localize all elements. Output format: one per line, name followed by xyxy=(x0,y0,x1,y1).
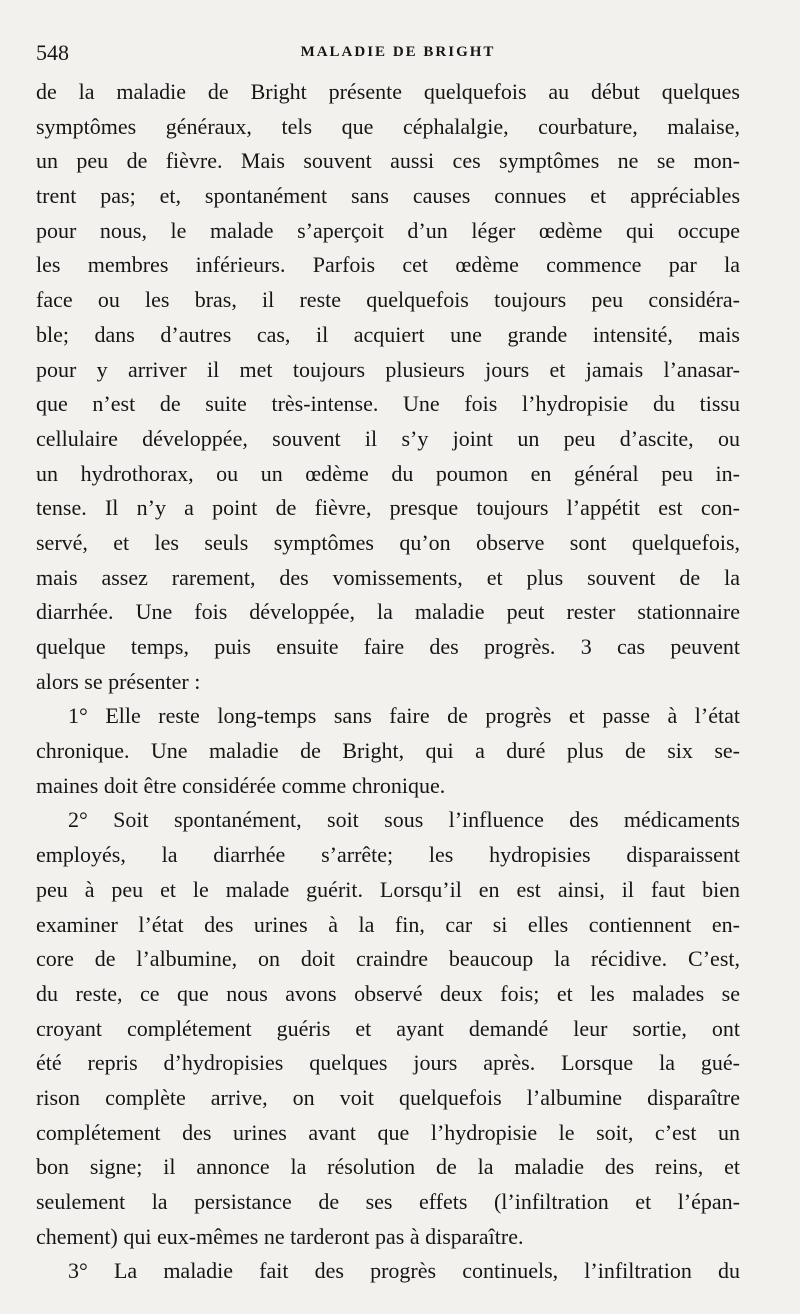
text-line: seulement la persistance de ses effets (l’infiltration et l’épan- xyxy=(36,1189,740,1214)
text-line: peu à peu et le malade guérit. Lorsqu’il en est ainsi, il faut bien xyxy=(36,876,740,902)
text-line: été repris d’hydropisies quelques jours après. Lorsque la gué- xyxy=(36,1050,740,1076)
text-line: alors se présenter : xyxy=(36,668,201,694)
text-line: examiner l’état des urines à la fin, car si elles contiennent en- xyxy=(36,911,740,937)
text-line: quelque temps, puis ensuite faire des progrès. 3 cas peuvent xyxy=(36,634,740,659)
text-line: croyant complétement guéris et ayant demandé leur sortie, ont xyxy=(36,1015,740,1041)
text-line: un hydrothorax, ou un œdème du poumon en général peu in- xyxy=(36,460,740,486)
text-line: symptômes généraux, tels que céphalalgie, courbature, malaise, xyxy=(36,113,740,139)
text-line: pour y arriver il met toujours plusieurs jours et jamais l’anasar- xyxy=(36,356,740,382)
text-line: ble; dans d’autres cas, il acquiert une grande intensité, mais xyxy=(36,321,740,347)
text-line: complétement des urines avant que l’hydropisie le soit, c’est un xyxy=(36,1119,740,1145)
text-line: trent pas; et, spontanément sans causes connues et appréciables xyxy=(36,183,740,209)
text-line: 3° La maladie fait des progrès continuels, l’infiltration du xyxy=(68,1258,740,1284)
text-line: pour nous, le malade s’aperçoit d’un léger œdème qui occupe xyxy=(36,217,740,243)
text-line: servé, et les seuls symptômes qu’on observe sont quelquefois, xyxy=(36,529,740,555)
text-line: de la maladie de Bright présente quelquefois au début quelques xyxy=(36,79,740,104)
body-text xyxy=(36,75,740,1289)
text-line: diarrhée. Une fois développée, la maladie peut rester stationnaire xyxy=(36,599,740,625)
text-line: 1° Elle reste long-temps sans faire de progrès et passe à l’état xyxy=(68,703,740,729)
text-line: cellulaire développée, souvent il s’y joint un peu d’ascite, ou xyxy=(36,425,740,451)
text-line: bon signe; il annonce la résolution de la maladie des reins, et xyxy=(36,1154,740,1180)
text-line: core de l’albumine, on doit craindre beaucoup la récidive. C’est, xyxy=(36,946,740,972)
text-line: maines doit être considérée comme chronique. xyxy=(36,772,446,798)
text-line: que n’est de suite très-intense. Une fois l’hydropisie du tissu xyxy=(36,391,740,417)
text-line: un peu de fièvre. Mais souvent aussi ces symptômes ne se mon- xyxy=(36,148,740,174)
page-number: 548 xyxy=(36,40,69,65)
text-line: du reste, ce que nous avons observé deux fois; et les malades se xyxy=(36,980,740,1006)
text-line: mais assez rarement, des vomissements, et plus souvent de la xyxy=(36,564,740,590)
text-line: tense. Il n’y a point de fièvre, presque toujours l’appétit est con- xyxy=(36,495,740,521)
running-head: MALADIE DE BRIGHT xyxy=(300,44,496,60)
text-line: employés, la diarrhée s’arrête; les hydropisies disparaissent xyxy=(36,842,740,868)
text-line: face ou les bras, il reste quelquefois toujours peu considéra- xyxy=(36,287,740,313)
text-line: chement) qui eux-mêmes ne tarderont pas à disparaître. xyxy=(36,1223,524,1249)
page-header xyxy=(36,40,760,74)
text-line: rison complète arrive, on voit quelquefois l’albumine disparaître xyxy=(36,1084,740,1110)
text-line: chronique. Une maladie de Bright, qui a duré plus de six se- xyxy=(36,738,740,764)
text-line: 2° Soit spontanément, soit sous l’influence des médicaments xyxy=(68,807,740,833)
text-line: les membres inférieurs. Parfois cet œdème commence par la xyxy=(36,252,740,278)
